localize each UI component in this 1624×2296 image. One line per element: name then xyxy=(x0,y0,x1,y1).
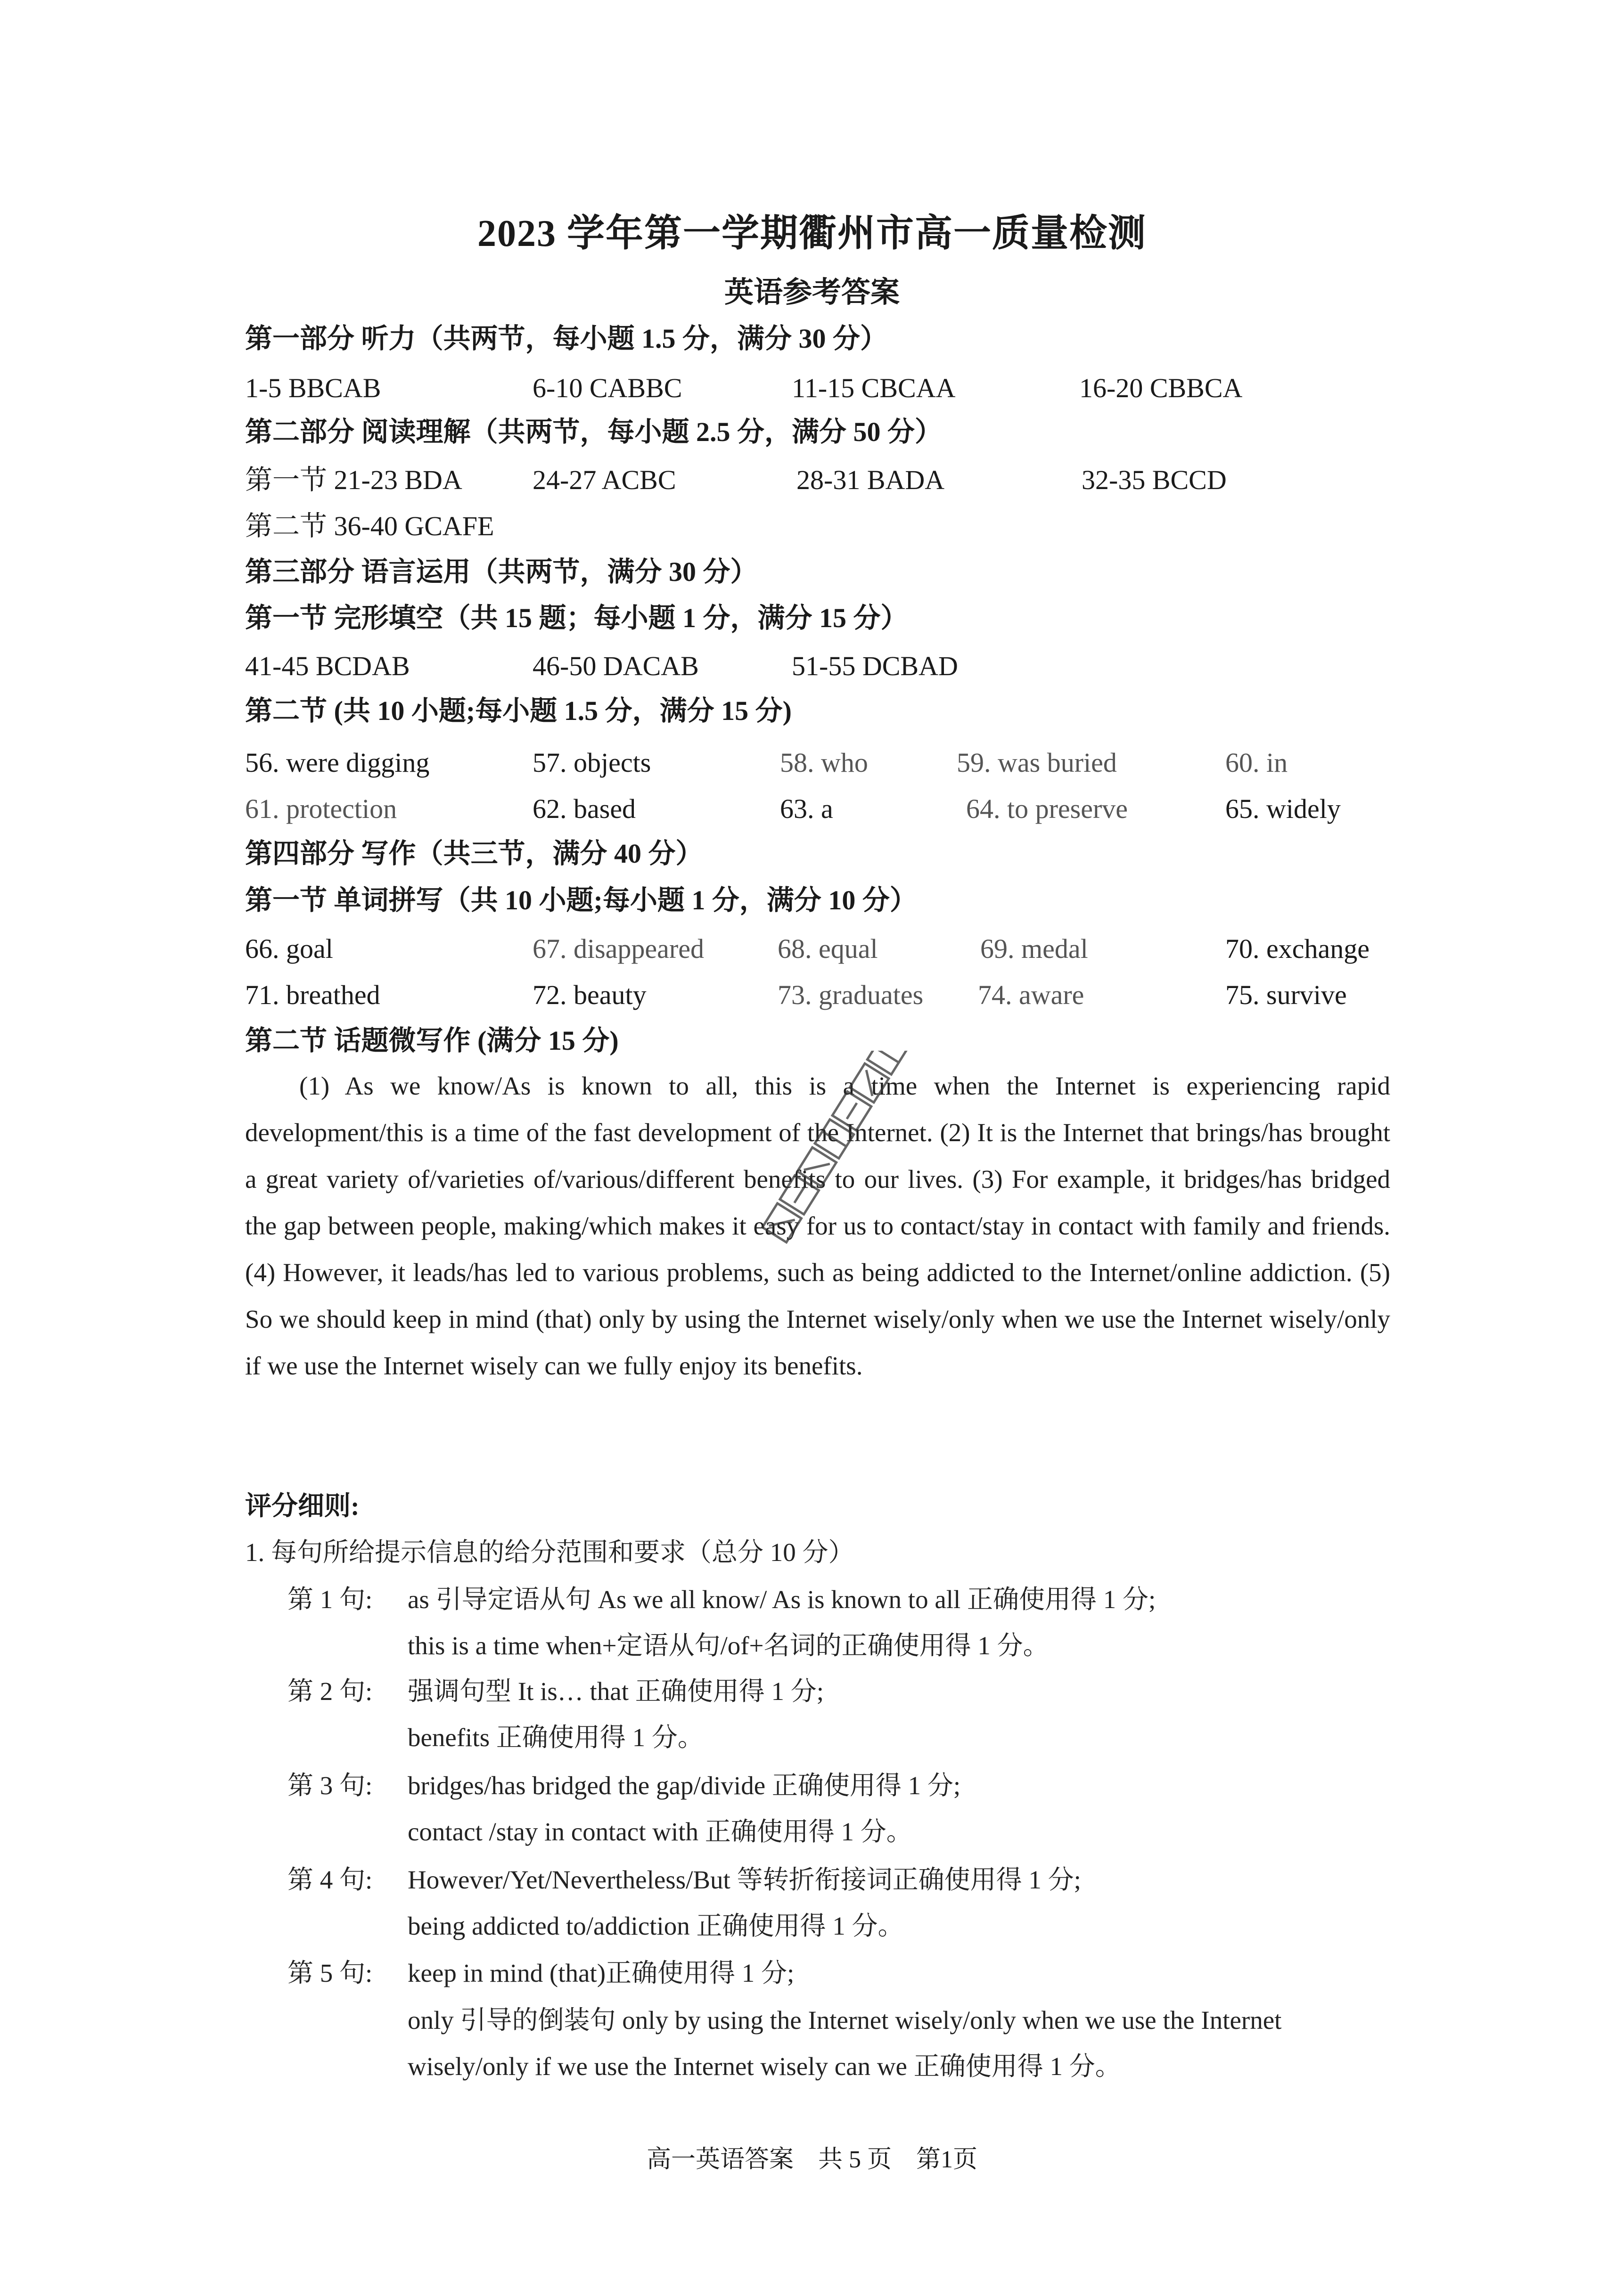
scoring-text: keep in mind (that)正确使用得 1 分; xyxy=(408,1959,795,1987)
scoring-rule-1: 1. 每句所给提示信息的给分范围和要求（总分 10 分） xyxy=(245,1538,854,1567)
part4-section2-heading: 第二节 话题微写作 (满分 15 分) xyxy=(245,1025,619,1056)
scoring-text: 强调句型 It is… that 正确使用得 1 分; xyxy=(408,1677,824,1706)
scoring-item xyxy=(287,1670,824,1708)
part3-section1-row xyxy=(245,653,1390,682)
scoring-text: as 引导定语从句 As we all know/ As is known to all 正确使用得 1 分; xyxy=(408,1585,1156,1614)
sentence-label: 第 2 句: xyxy=(287,1677,373,1706)
answer-group: 6-10 CABBC xyxy=(533,373,682,403)
scoring-item xyxy=(287,1859,1081,1896)
part2-section2: 第二节 36-40 GCAFE xyxy=(245,511,494,541)
answer-cell: 75. survive xyxy=(1225,980,1347,1010)
part1-heading: 第一部分 听力（共两节，每小题 1.5 分，满分 30 分） xyxy=(245,323,888,354)
scoring-text: being addicted to/addiction 正确使用得 1 分。 xyxy=(408,1912,904,1940)
scoring-text: only 引导的倒装句 only by using the Internet wisely/only when we use the Internet xyxy=(408,2006,1282,2035)
answer-cell: 68. equal xyxy=(778,933,878,964)
part4-section1-row1 xyxy=(245,935,1390,964)
part3-section2-row2 xyxy=(245,795,1390,825)
essay-text: (1) As we know/As is known to all, this is a time when the Internet is experiencing rapid development/this is a time of the fast development of the Internet. (2) It is the Internet that brings/has brought a great variety of/varieties of/various/different benefits to our lives. (3) For example, it bridges/has bridged the gap between people, making/which makes it easy for us to contact/stay in contact with family and friends. (4) However, it leads/has led to various problems, such as being addicted to the Internet/online addiction. (5) So we should keep in mind (that) only by using the Internet wisely/only when we use the Internet wisely/only if we use the Internet wisely can we fully enjoy its benefits. xyxy=(245,1071,1390,1380)
sentence-label: 第 5 句: xyxy=(287,1959,373,1987)
part3-section2-heading: 第二节 (共 10 小题;每小题 1.5 分，满分 15 分) xyxy=(245,695,792,726)
answer-cell: 63. a xyxy=(780,793,833,824)
answer-group: 第一节 21-23 BDA xyxy=(245,465,462,495)
scoring-text: this is a time when+定语从句/of+名词的正确使用得 1 分。 xyxy=(408,1631,1049,1660)
scoring-text: benefits 正确使用得 1 分。 xyxy=(408,1723,704,1752)
answer-cell: 59. was buried xyxy=(957,747,1117,778)
answer-cell: 57. objects xyxy=(533,747,651,778)
scoring-item xyxy=(287,1765,960,1802)
answer-cell: 58. who xyxy=(780,747,868,778)
answer-cell: 74. aware xyxy=(978,980,1084,1010)
part3-section2-row1 xyxy=(245,749,1390,778)
answer-cell: 67. disappeared xyxy=(533,933,704,964)
scoring-item xyxy=(287,1952,794,1989)
answer-group: 41-45 BCDAB xyxy=(245,651,410,681)
scoring-title: 评分细则: xyxy=(245,1492,360,1521)
answer-group: 51-55 DCBAD xyxy=(792,651,958,681)
answer-cell: 72. beauty xyxy=(533,980,647,1010)
answer-cell: 60. in xyxy=(1225,747,1288,778)
answer-group: 24-27 ACBC xyxy=(533,465,676,495)
answer-cell: 61. protection xyxy=(245,793,397,824)
sentence-label: 第 1 句: xyxy=(287,1585,373,1614)
scoring-text: bridges/has bridged the gap/divide 正确使用得 1 分; xyxy=(408,1771,961,1800)
part1-answers-row xyxy=(245,375,1390,404)
answer-cell: 71. breathed xyxy=(245,980,380,1010)
answer-cell: 64. to preserve xyxy=(966,793,1128,824)
part3-heading: 第三部分 语言运用（共两节，满分 30 分） xyxy=(245,556,758,587)
answer-group: 1-5 BBCAB xyxy=(245,373,381,403)
part2-section1-row xyxy=(245,466,1390,496)
scoring-text: wisely/only if we use the Internet wisely can we 正确使用得 1 分。 xyxy=(408,2052,1121,2081)
page-title: 2023 学年第一学期衢州市高一质量检测 xyxy=(477,213,1147,254)
part4-heading: 第四部分 写作（共三节，满分 40 分） xyxy=(245,838,703,869)
answer-cell: 70. exchange xyxy=(1225,933,1370,964)
answer-cell: 62. based xyxy=(533,793,636,824)
part4-section1-row2 xyxy=(245,981,1390,1011)
answer-cell: 66. goal xyxy=(245,933,333,964)
answer-group: 28-31 BADA xyxy=(796,465,945,495)
scoring-item xyxy=(287,1578,1156,1616)
answer-cell: 69. medal xyxy=(980,933,1088,964)
page-footer: 高一英语答案 共 5 页 第1页 xyxy=(646,2146,977,2173)
page-subtitle: 英语参考答案 xyxy=(724,277,900,309)
sentence-label: 第 4 句: xyxy=(287,1865,373,1894)
answer-cell: 73. graduates xyxy=(778,980,924,1010)
scoring-text: However/Yet/Nevertheless/But 等转折衔接词正确使用得 1 分; xyxy=(408,1865,1081,1894)
answer-cell: 56. were digging xyxy=(245,747,430,778)
answer-group: 46-50 DACAB xyxy=(533,651,699,681)
answer-group: 16-20 CBBCA xyxy=(1079,373,1243,403)
answer-group: 11-15 CBCAA xyxy=(792,373,956,403)
part4-section1-heading: 第一节 单词拼写（共 10 小题;每小题 1 分，满分 10 分） xyxy=(245,885,917,915)
model-essay xyxy=(245,1062,1390,1389)
sentence-label: 第 3 句: xyxy=(287,1771,373,1800)
part2-heading: 第二部分 阅读理解（共两节，每小题 2.5 分，满分 50 分） xyxy=(245,417,943,447)
answer-cell: 65. widely xyxy=(1225,793,1341,824)
answer-group: 32-35 BCCD xyxy=(1082,465,1227,495)
scoring-text: contact /stay in contact with 正确使用得 1 分。 xyxy=(408,1817,912,1846)
part3-section1-heading: 第一节 完形填空（共 15 题；每小题 1 分，满分 15 分） xyxy=(245,603,908,633)
